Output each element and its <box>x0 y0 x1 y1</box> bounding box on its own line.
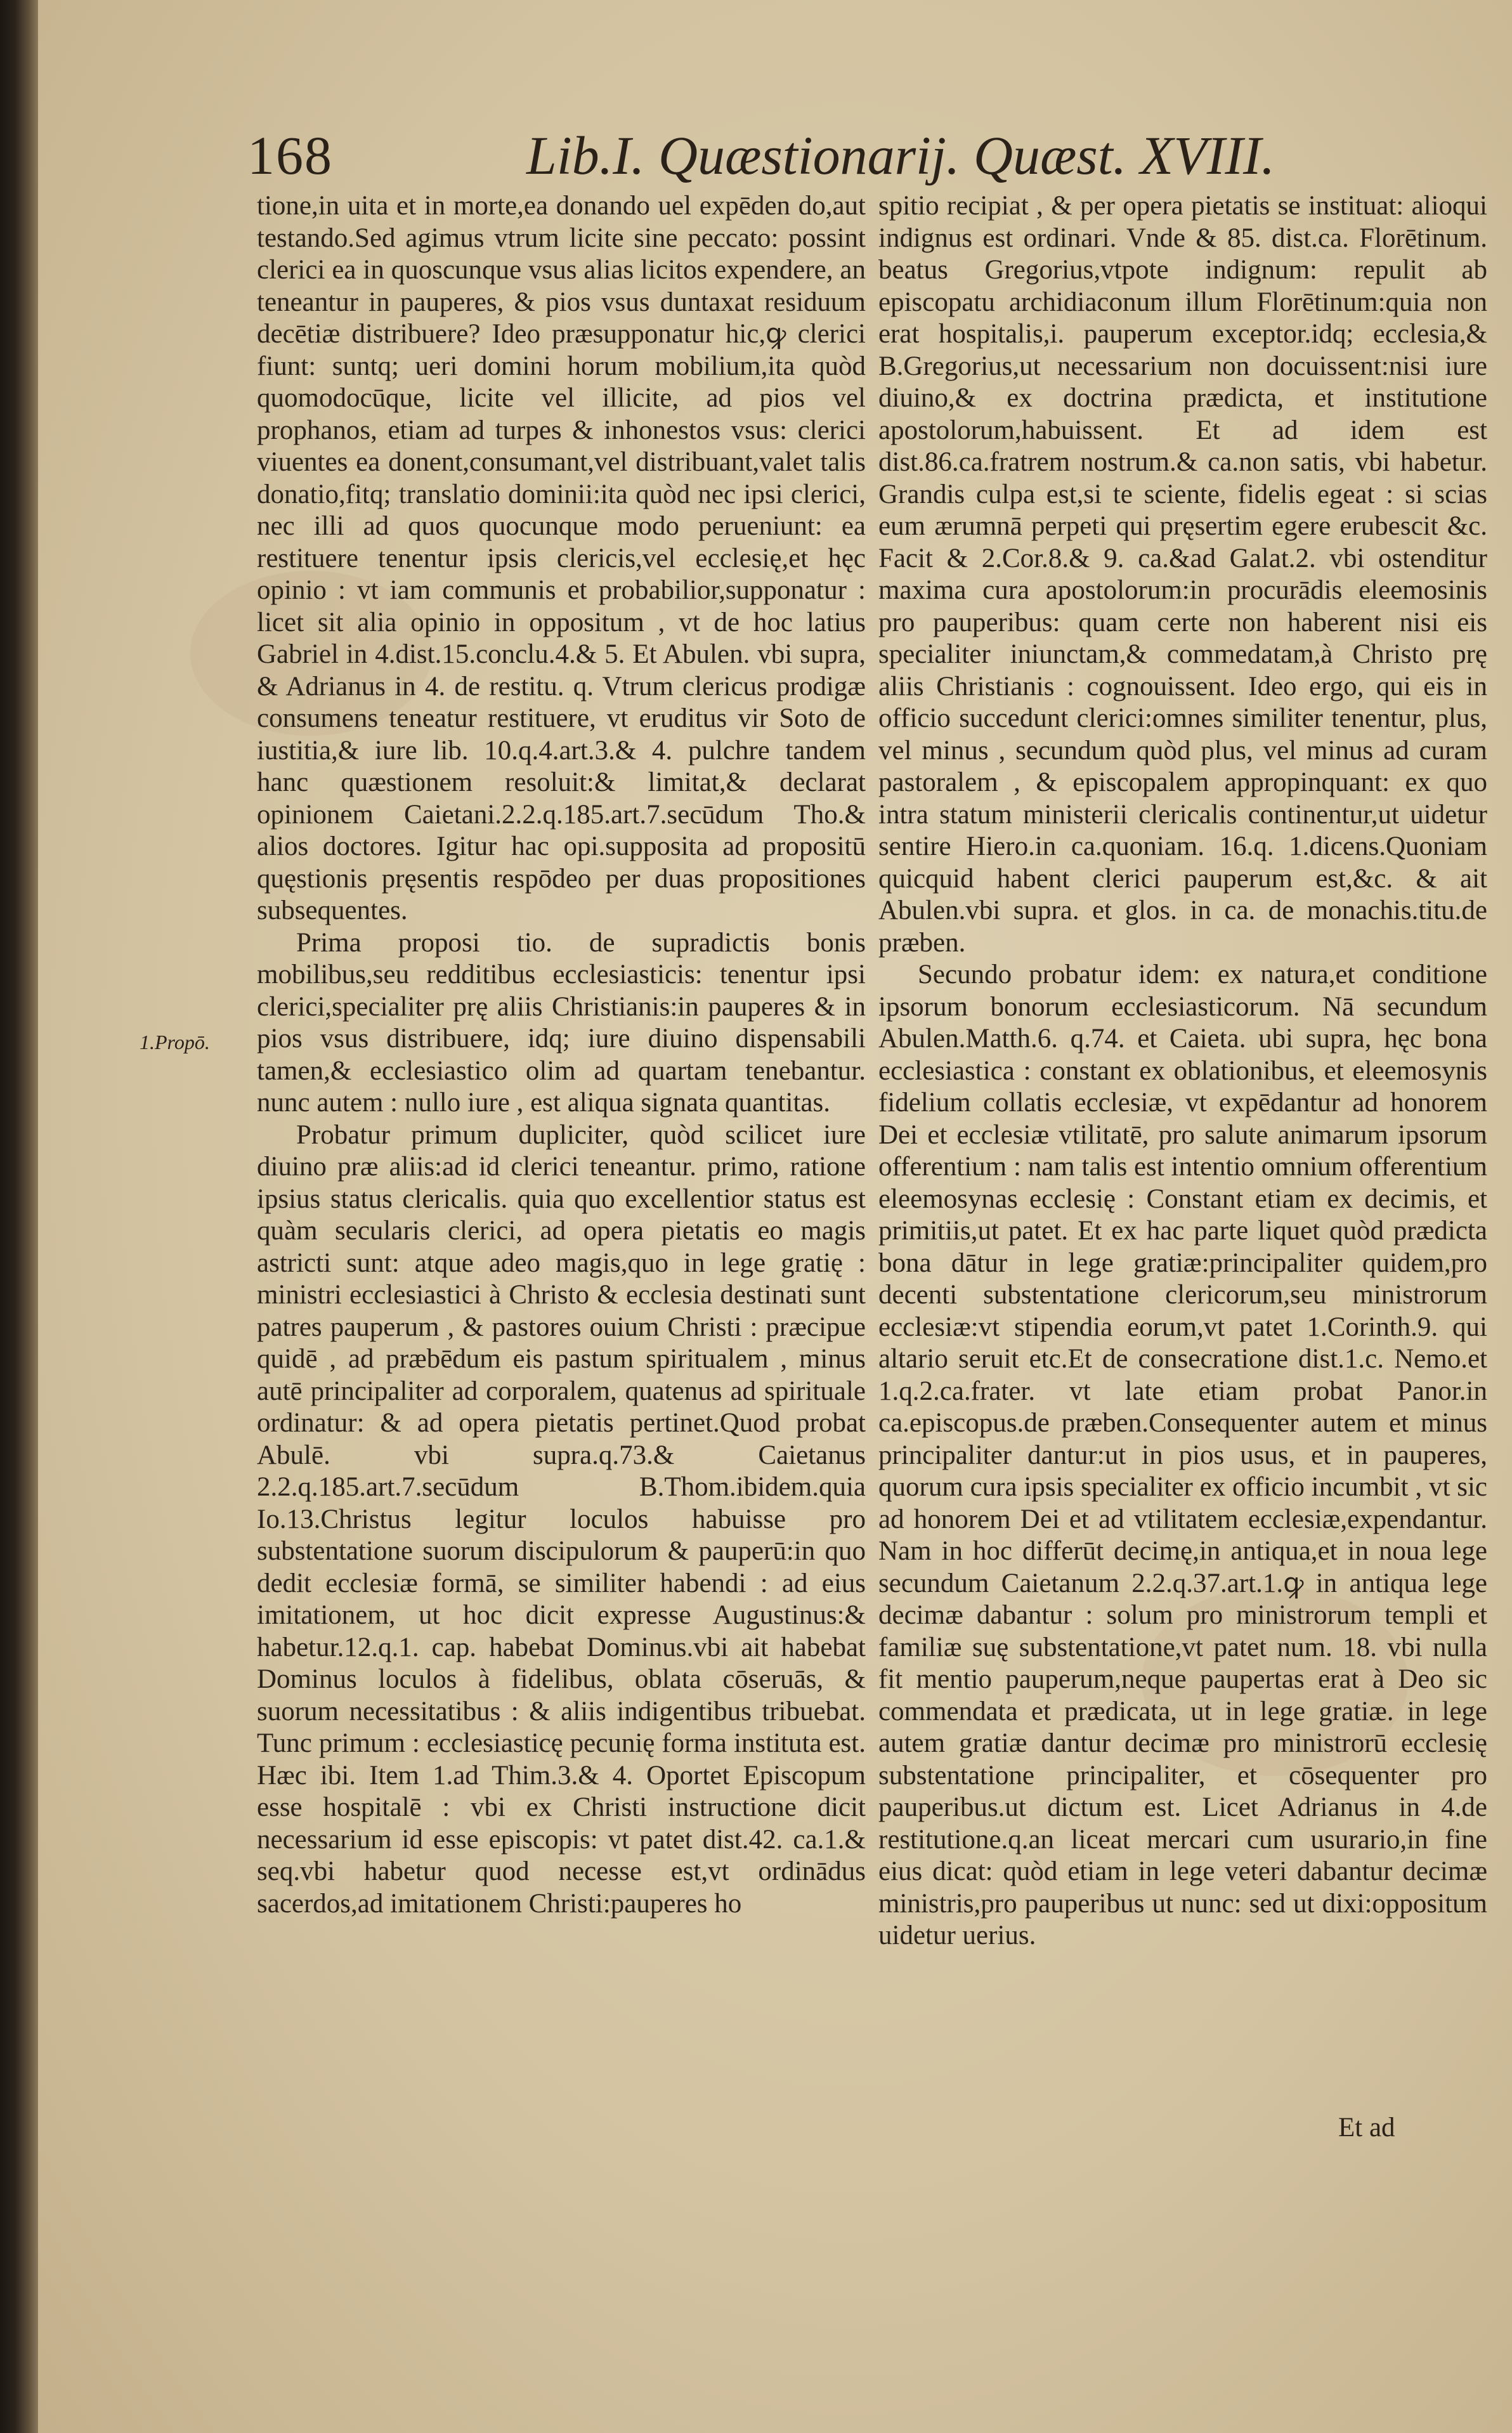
margin-note: 1.Propō. <box>140 1031 210 1053</box>
right-paragraph-2: Secundo probatur idem: ex natura,et conditione ipsorum bonorum ecclesiasticorum. Nā secundum Abulen.Matth.6. q.74. et Caieta. ubi supra, hęc bona ecclesiastica : constant ex oblationibus, et eleemosynis fidelium collatis ecclesiæ, vt expēdantur ad honorem Dei et ecclesiæ vtilitatē, pro salute animarum ipsorum offerentium : nam talis est intentio omnium offerentium eleemosynas ecclesię : Constant etiam ex decimis, et primitiis,ut patet. Et ex hac parte liquet quòd prædicta bona dātur in lege gratiæ:principaliter quidem,pro decenti substentatione clericorum,seu ministrorum ecclesiæ:vt stipendia eorum,vt patet 1.Corinth.9. qui altario seruit etc.Et de consecratione dist.1.c. Nemo.et 1.q.2.ca.frater. vt late etiam probat Panor.in ca.episcopus.de præben.Consequenter autem et minus principaliter dantur:ut in pios usus, et in pauperes, quorum cura ipsis specialiter ex officio incumbit , vt sic ad honorem Dei et ad vtilitatem ecclesiæ,expendantur. Nam in hoc differūt decimę,in antiqua,et in noua lege secundum Caietanum 2.2.q.37.art.1.ꝙ in antiqua lege decimæ dabantur : solum pro ministrorum templi et familiæ suę substentatione,vt patet num. 18. vbi nulla fit mentio pauperum,neque paupertas erat à Deo sic commendata et prædicata, ut in lege gratiæ. in lege autem gratiæ dantur decimæ pro ministrorū ecclesię substentatione principaliter, et cōsequenter pro pauperibus.ut dictum est. Licet Adrianus in 4.de restitutione.q.an liceat mercari cum usurario,in fine eius dicat: quòd etiam in lege veteri dabantur decimæ ministris,pro pauperibus ut nunc: sed ut dixi:oppositum uidetur uerius. <box>878 960 1487 1950</box>
right-paragraph-1: spitio recipiat , & per opera pietatis se instituat: alioqui indignus est ordinari. Vnde & 85. dist.ca. Florētinum. beatus Gregorius,vtpote indignum: repulit ab episcopatu archidiaconum illum Florētinum:quia non erat hospitalis,i. pauperum exceptor.idq; ecclesia,& B.Gregorius,ut necessarium non docuissent:nisi iure diuino,& ex doctrina prædicta, et institutione apostolorum,habuissent. Et ad idem est dist.86.ca.fratrem nostrum.& ca.non satis, vbi habetur. Grandis culpa est,si te sciente, fidelis egeat : si scias eum ærumnā perpeti qui pręsertim egere erubescit &c. Facit & 2.Cor.8.& 9. ca.&ad Galat.2. vbi ostenditur maxima cura apostolorum:in procurādis eleemosinis pro pauperibus: quam certe non haberent nisi eis specialiter iniunctam,& commedatam,à Christo prę aliis Christianis : cognouissent. Ideo ergo, qui eis in officio succedunt clerici:omnes similiter tenentur, plus, vel minus , secundum quòd plus, vel minus ad curam pastoralem , & episcopalem appropinquant: ex quo intra statum ministerii clericalis continentur,ut uidetur sentire Hiero.in ca.quoniam. 16.q. 1.dicens.Quoniam quicquid habent clerici pauperum est,&c. & ait Abulen.vbi supra. et glos. in ca. de monachis.titu.de præben. <box>878 191 1487 958</box>
left-paragraph-1: tione,in uita et in morte,ea donando uel expēden do,aut testando.Sed agimus vtrum licite sine peccato: possint clerici ea in quoscunque vsus alias licitos expendere, an teneantur in pauperes, & pios vsus duntaxat residuum decētiæ distribuere? Ideo præsupponatur hic,ꝙ clerici fiunt: suntq; ueri domini horum mobilium,ita quòd quomodocūque, licite vel illicite, ad pios vel prophanos, etiam ad turpes & inhonestos vsus: clerici viuentes ea donent,consumant,vel distribuant,valet talis donatio,fitq; translatio dominii:ita quòd nec ipsi clerici, nec illi ad quos quocunque modo perueniunt: ea restituere tenentur ipsis clericis,vel ecclesię,et hęc opinio : vt iam communis et probabilior,supponatur : licet sit alia opinio in oppositum , vt de hoc latius Gabriel in 4.dist.15.conclu.4.& 5. Et Abulen. vbi supra, & Adrianus in 4. de restitu. q. Vtrum clericus prodigæ consumens teneatur restituere, vt eruditus vir Soto de iustitia,& iure lib. 10.q.4.art.3.& 4. pulchre tandem hanc quæstionem resoluit:& limitat,& declarat opinionem Caietani.2.2.q.185.art.7.secūdum Tho.& alios doctores. Igitur hac opi.supposita ad propositū quęstionis pręsentis respōdeo per duas propositiones subsequentes. <box>257 191 866 925</box>
right-text-column <box>878 190 1487 2131</box>
left-paragraph-3: Probatur primum dupliciter, quòd scilicet iure diuino præ aliis:ad id clerici teneantur. primo, ratione ipsius status clericalis. quia quo excellentior status est quàm secularis clerici, ad opera pietatis eo magis astricti sunt: atque adeo magis,quo in lege gratię : ministri ecclesiastici à Christo & ecclesia destinati sunt patres pauperum , & pastores ouium Christi : præcipue quidē , ad præbēdum eis pastum spiritualem , minus autē principaliter ad corporalem, quatenus ad spirituale ordinatur: & ad opera pietatis pertinet.Quod probat Abulē. vbi supra.q.73.& Caietanus 2.2.q.185.art.7.secūdum B.Thom.ibidem.quia Io.13.Christus legitur loculos habuisse pro substentatione suorum discipulorum & pauperū:in quo dedit ecclesiæ formā, se similiter habendi : ad eius imitationem, ut hoc dicit expresse Augustinus:& habetur.12.q.1. cap. habebat Dominus.vbi ait habebat Dominus loculos à fidelibus, oblata cōseruās, & suorum necessitatibus : & aliis indigentibus tribuebat. Tunc primum : ecclesiasticę pecunię forma instituta est. Hæc ibi. Item 1.ad Thim.3.& 4. Oportet Episcopum esse hospitalē : vbi ex Christi instructione dicit necessarium id esse episcopis: vt patet dist.42. ca.1.& seq.vbi habetur quod necesse est,vt ordinādus sacerdos,ad imitationem Christi:pauperes ho <box>257 1119 866 1919</box>
running-head: Lib.I. Quæstionarij. Quæst. XVIII. <box>526 125 1275 186</box>
catchword: Et ad <box>1338 2113 1395 2143</box>
left-text-column <box>257 190 866 2131</box>
book-binding-shadow <box>0 0 38 2433</box>
page-number: 168 <box>247 125 333 186</box>
left-paragraph-2: Prima proposi tio. de supradictis bonis mobilibus,seu redditibus ecclesiasticis: tenentur ipsi clerici,specialiter prę aliis Christianis:in pauperes & in pios vsus distribuere, idq; iure diuino dispensabili tamen,& ecclesiastico olim ad quartam tenebantur. nunc autem : nullo iure , est aliqua signata quantitas. <box>257 927 866 1118</box>
page-header <box>247 121 1275 197</box>
